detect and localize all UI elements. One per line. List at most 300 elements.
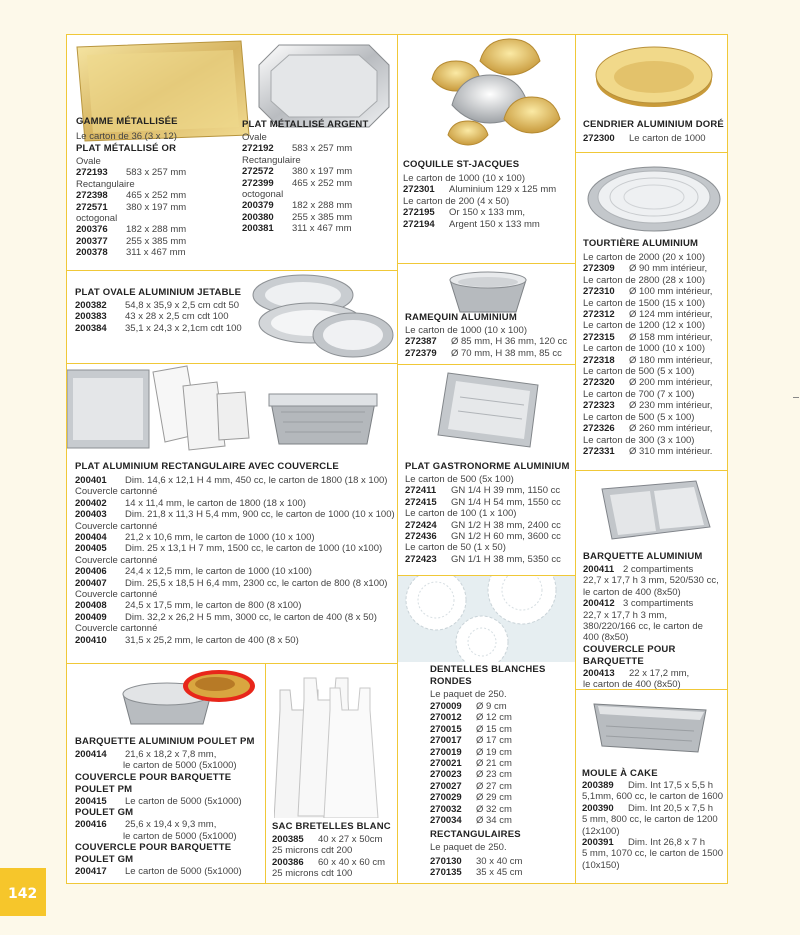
product-desc: Ø 158 mm intérieur, bbox=[629, 331, 713, 343]
product-code: 200417 bbox=[75, 866, 107, 878]
product-desc: GN 1/4 H 39 mm, 1150 cc bbox=[451, 485, 561, 497]
product-row bbox=[582, 780, 723, 791]
product-code: 272399 bbox=[242, 177, 274, 189]
product-desc: 24,5 x 17,5 mm, le carton de 800 (8 x100) bbox=[125, 600, 302, 612]
product-code: 200382 bbox=[75, 300, 107, 311]
product-desc: Dim. Int 20,5 x 7,5 h bbox=[628, 802, 714, 814]
product-code: 272194 bbox=[403, 218, 435, 230]
product-desc: Ø 260 mm intérieur, bbox=[629, 423, 713, 435]
product-row bbox=[76, 236, 186, 247]
product-code: 200379 bbox=[242, 200, 274, 212]
product-code: 272320 bbox=[583, 377, 615, 389]
rect-couvercle-title: PLAT ALUMINIUM RECTANGULAIRE AVEC COUVERCLE bbox=[75, 461, 339, 472]
product-desc-line: le carton de 5000 (5x1000) bbox=[123, 830, 237, 842]
product-row bbox=[583, 598, 727, 609]
product-desc: Ø 32 cm bbox=[476, 803, 512, 815]
couvercle-barquette-title: COUVERCLE POUR BARQUETTE bbox=[583, 643, 676, 667]
product-code: 272379 bbox=[405, 347, 437, 359]
product-desc: 255 x 385 mm bbox=[126, 235, 187, 247]
product-code: 270130 bbox=[430, 856, 462, 867]
product-desc: Ø 34 cm bbox=[476, 815, 512, 827]
product-row bbox=[242, 223, 352, 234]
product-code: 200412 bbox=[583, 598, 615, 610]
product-desc: Ø 15 cm bbox=[476, 723, 512, 735]
carton-line: Le carton de 700 (7 x 100) bbox=[583, 388, 695, 400]
product-row bbox=[75, 323, 242, 334]
product-row bbox=[583, 286, 712, 297]
product-desc-line: 22,7 x 17,7 h 3 mm, bbox=[583, 609, 667, 621]
product-desc-line: 380/220/166 cc, le carton de bbox=[583, 621, 703, 633]
product-desc: 583 x 257 mm bbox=[292, 143, 353, 155]
gastronorme-cell bbox=[398, 365, 575, 575]
product-desc: 54,8 x 35,9 x 2,5 cm cdt 50 bbox=[125, 300, 240, 311]
product-code: 200415 bbox=[75, 795, 107, 807]
product-desc-line: 5 mm, 1070 cc, le carton de 1500 bbox=[582, 848, 723, 860]
product-code: 200406 bbox=[75, 566, 107, 578]
ramequin-carton: Le carton de 1000 (10 x 100) bbox=[405, 325, 528, 336]
product-code: 272309 bbox=[583, 263, 615, 275]
cendrier-cell bbox=[576, 35, 727, 152]
product-desc: 30 x 40 cm bbox=[476, 856, 523, 867]
couvercle-gm-title-2: POULET GM bbox=[75, 854, 134, 866]
product-code: 272310 bbox=[583, 286, 615, 298]
product-desc: 35 x 45 cm bbox=[476, 867, 523, 879]
product-row bbox=[76, 202, 186, 213]
product-row bbox=[75, 749, 242, 760]
carton-line: Couvercle cartonné bbox=[75, 554, 158, 566]
doilies-photo bbox=[398, 576, 575, 662]
dentelles-rect-list bbox=[430, 856, 522, 879]
product-row bbox=[75, 600, 395, 611]
product-desc: Dim. 21,8 x 11,3 H 5,4 mm, 900 cc, le carton de 1000 (10 x 100) bbox=[125, 509, 395, 521]
product-desc-line: (12x100) bbox=[582, 825, 620, 837]
silver-octagonal-tray-photo bbox=[257, 41, 392, 131]
product-code: 200410 bbox=[75, 634, 107, 646]
product-desc: Dim. 14,6 x 12,1 H 4 mm, 450 cc, le carton de 1800 (18 x 100) bbox=[125, 475, 388, 486]
dentelles-cell bbox=[398, 576, 575, 883]
product-row bbox=[583, 332, 712, 343]
product-code: 272192 bbox=[242, 143, 274, 155]
product-code: 200386 bbox=[272, 856, 304, 868]
coquille-carton-1: Le carton de 1000 (10 x 100) bbox=[403, 173, 526, 184]
product-row bbox=[242, 178, 352, 189]
product-row bbox=[430, 712, 512, 723]
product-row bbox=[272, 834, 385, 845]
rect-couvercle-list bbox=[75, 475, 395, 646]
product-row bbox=[583, 564, 727, 575]
product-row bbox=[583, 446, 712, 457]
product-code: 272572 bbox=[242, 166, 274, 178]
product-code: 272411 bbox=[405, 485, 437, 497]
bags-photo bbox=[274, 670, 384, 818]
product-desc: Dim. 25,5 x 18,5 H 6,4 mm, 2300 cc, le carton de 800 (8 x100) bbox=[125, 577, 388, 589]
product-row bbox=[583, 668, 727, 679]
dentelles-rondes-list bbox=[430, 701, 512, 826]
shell-photo bbox=[428, 35, 568, 153]
rect-container-photo bbox=[267, 388, 379, 450]
product-row bbox=[75, 612, 395, 623]
product-desc: 583 x 257 mm bbox=[126, 167, 187, 179]
product-row bbox=[75, 578, 395, 589]
product-code: 270012 bbox=[430, 712, 462, 724]
product-row bbox=[430, 747, 512, 758]
carton-line: Le carton de 500 (5x 100) bbox=[405, 474, 514, 485]
product-desc: 182 x 288 mm bbox=[292, 200, 353, 212]
sac-title: SAC BRETELLES BLANC bbox=[272, 821, 391, 832]
product-code: 272300 bbox=[583, 133, 615, 144]
carton-line: Le carton de 300 (3 x 100) bbox=[583, 434, 695, 446]
product-row bbox=[430, 701, 512, 712]
product-row bbox=[403, 207, 556, 218]
product-row bbox=[583, 309, 712, 320]
product-row bbox=[583, 355, 712, 366]
product-row bbox=[405, 497, 561, 508]
carton-line: Le carton de 1200 (12 x 100) bbox=[583, 320, 706, 332]
gamme-metallisee-cell bbox=[67, 35, 397, 270]
product-desc: 311 x 467 mm bbox=[292, 223, 352, 235]
product-desc: Dim. 32,2 x 26,2 H 5 mm, 3000 cc, le carton de 400 (8 x 50) bbox=[125, 611, 377, 623]
product-code: 270021 bbox=[430, 758, 462, 770]
plat-ovale-cell bbox=[67, 271, 397, 363]
product-row bbox=[75, 532, 395, 543]
carton-line: Couvercle cartonné bbox=[75, 623, 158, 635]
product-code: 272193 bbox=[76, 167, 108, 179]
product-code: 200408 bbox=[75, 600, 107, 612]
product-desc: Ø 180 mm intérieur, bbox=[629, 354, 713, 366]
product-desc: Le carton de 1000 bbox=[629, 133, 706, 144]
product-desc-line: 400 (8x50) bbox=[583, 632, 629, 644]
barquette-alu-title: BARQUETTE ALUMINIUM bbox=[583, 551, 703, 562]
product-desc: 21,6 x 18,2 x 7,8 mm, bbox=[125, 749, 217, 760]
product-code: 272398 bbox=[76, 190, 108, 202]
dentelles-paquet-1: Le paquet de 250. bbox=[430, 689, 507, 700]
product-desc: 380 x 197 mm bbox=[126, 201, 187, 213]
dentelles-title-2: RONDES bbox=[430, 676, 472, 687]
product-desc: GN 1/2 H 38 mm, 2400 cc bbox=[451, 519, 561, 531]
product-desc: Ø 23 cm bbox=[476, 769, 512, 781]
product-row bbox=[75, 566, 395, 577]
product-desc: Ø 310 mm intérieur. bbox=[629, 445, 713, 457]
product-desc: Ø 100 mm intérieur, bbox=[629, 286, 713, 298]
product-row bbox=[430, 781, 512, 792]
product-desc: Ø 29 cm bbox=[476, 792, 512, 804]
compartment-tray-photo bbox=[596, 477, 714, 545]
edge-mark bbox=[793, 397, 799, 398]
product-code: 200413 bbox=[583, 667, 615, 679]
product-code: 200404 bbox=[75, 532, 107, 544]
product-code: 200377 bbox=[76, 235, 108, 247]
product-row bbox=[430, 758, 512, 769]
dentelles-title-1: DENTELLES BLANCHES bbox=[430, 664, 546, 675]
product-desc: 2 compartiments bbox=[623, 564, 694, 575]
product-code: 272318 bbox=[583, 354, 615, 366]
product-desc: 31,5 x 25,2 mm, le carton de 400 (8 x 50) bbox=[125, 634, 299, 646]
label-oct: octogonal bbox=[242, 189, 284, 201]
product-code: 272315 bbox=[583, 331, 615, 343]
dentelles-paquet-2: Le paquet de 250. bbox=[430, 842, 507, 853]
product-code: 200390 bbox=[582, 802, 614, 814]
product-desc-line: 25 microns cdt 200 bbox=[272, 845, 353, 857]
product-code: 270015 bbox=[430, 723, 462, 735]
label-rect: Rectangulaire bbox=[242, 154, 301, 166]
product-row bbox=[430, 856, 522, 867]
product-row bbox=[430, 804, 512, 815]
product-row bbox=[430, 792, 512, 803]
product-desc: Ø 21 cm bbox=[476, 758, 512, 770]
product-code: 200389 bbox=[582, 780, 614, 791]
ashtray-photo bbox=[592, 43, 716, 111]
ovale-jetable-title: PLAT OVALE ALUMINIUM JETABLE bbox=[75, 287, 242, 298]
product-code: 272323 bbox=[583, 400, 615, 412]
product-desc: Dim. Int 17,5 x 5,5 h bbox=[628, 780, 714, 791]
product-code: 270027 bbox=[430, 780, 462, 792]
product-row bbox=[582, 837, 723, 848]
product-code: 200416 bbox=[75, 819, 107, 831]
product-desc: 182 x 288 mm bbox=[126, 224, 187, 236]
product-desc-line: 5 mm, 800 cc, le carton de 1200 bbox=[582, 814, 718, 826]
product-desc: 311 x 467 mm bbox=[126, 247, 186, 259]
product-row bbox=[242, 200, 352, 211]
product-row bbox=[430, 769, 512, 780]
product-desc: Dim. 25 x 13,1 H 7 mm, 1500 cc, le carton de 1000 (10 x100) bbox=[125, 543, 383, 555]
container-lids-photo bbox=[67, 364, 257, 452]
product-desc: Le carton de 5000 (5x1000) bbox=[125, 795, 242, 807]
product-row bbox=[75, 311, 242, 322]
cendrier-title: CENDRIER ALUMINIUM DORÉ bbox=[583, 119, 724, 130]
product-code: 200384 bbox=[75, 322, 107, 334]
product-row bbox=[242, 166, 352, 177]
carton-line: Le carton de 1000 (10 x 100) bbox=[583, 343, 706, 355]
carton-line: Couvercle cartonné bbox=[75, 486, 158, 498]
sac-cell bbox=[266, 664, 397, 883]
product-desc: Ø 200 mm intérieur, bbox=[629, 377, 713, 389]
product-desc: 3 compartiments bbox=[623, 598, 694, 610]
product-desc: 380 x 197 mm bbox=[292, 166, 353, 178]
product-desc: 40 x 27 x 50cm bbox=[318, 834, 383, 845]
product-row bbox=[405, 336, 567, 347]
product-desc: Ø 90 mm intérieur, bbox=[629, 263, 708, 275]
product-desc: Dim. Int 26,8 x 7 h bbox=[628, 837, 706, 849]
product-row bbox=[76, 190, 186, 201]
product-desc: Ø 12 cm bbox=[476, 712, 512, 724]
couvercle-gm-title-1: COUVERCLE POUR BARQUETTE bbox=[75, 842, 232, 854]
carton-line: Le carton de 500 (5 x 100) bbox=[583, 411, 695, 423]
gamme-carton: Le carton de 36 (3 x 12) bbox=[76, 131, 177, 142]
product-desc: Ø 85 mm, H 36 mm, 120 cc bbox=[451, 336, 568, 348]
plat-or-title: PLAT MÉTALLISÉ OR bbox=[76, 143, 177, 154]
carton-line: Le carton de 50 (1 x 50) bbox=[405, 542, 506, 554]
product-code: 200401 bbox=[75, 475, 107, 486]
product-desc: 255 x 385 mm bbox=[292, 211, 353, 223]
product-desc: Ø 19 cm bbox=[476, 746, 512, 758]
product-code: 200403 bbox=[75, 509, 107, 521]
product-code: 200385 bbox=[272, 834, 304, 845]
page-number: 142 bbox=[8, 886, 38, 902]
product-row bbox=[75, 796, 242, 807]
rect-couvercle-cell bbox=[67, 364, 397, 663]
product-code: 200411 bbox=[583, 564, 615, 575]
product-desc: 22 x 17,2 mm, bbox=[629, 667, 690, 679]
product-row bbox=[430, 735, 512, 746]
product-code: 272326 bbox=[583, 423, 615, 435]
product-desc: GN 1/1 H 38 mm, 5350 cc bbox=[451, 553, 561, 565]
product-code: 200414 bbox=[75, 749, 107, 760]
barquette-alu-cell bbox=[576, 471, 727, 689]
product-row bbox=[405, 531, 561, 542]
product-code: 270017 bbox=[430, 735, 462, 747]
product-desc: 24,4 x 12,5 mm, le carton de 1000 (10 x100) bbox=[125, 566, 312, 578]
product-desc-line: 22,7 x 17,7 h 3 mm, 520/530 cc, bbox=[583, 575, 719, 587]
product-code: 200383 bbox=[75, 311, 107, 323]
product-desc: Ø 124 mm intérieur, bbox=[629, 309, 713, 321]
product-desc: Le carton de 5000 (5x1000) bbox=[125, 866, 242, 878]
product-desc: Aluminium 129 x 125 mm bbox=[449, 184, 557, 196]
poulet-title: BARQUETTE ALUMINIUM POULET PM bbox=[75, 736, 255, 747]
coquille-title: COQUILLE ST-JACQUES bbox=[403, 159, 520, 170]
product-row bbox=[75, 498, 395, 509]
product-code: 272331 bbox=[583, 445, 615, 457]
product-desc: Ø 9 cm bbox=[476, 701, 507, 712]
gastronorme-title: PLAT GASTRONORME ALUMINIUM bbox=[405, 461, 570, 472]
pie-dish-photo bbox=[584, 157, 724, 235]
product-code: 270029 bbox=[430, 792, 462, 804]
product-row bbox=[582, 803, 723, 814]
ramekin-photo bbox=[446, 270, 530, 318]
tourtiere-list bbox=[583, 252, 712, 457]
product-desc: Ø 17 cm bbox=[476, 735, 512, 747]
product-row bbox=[583, 400, 712, 411]
product-code: 200378 bbox=[76, 247, 108, 259]
product-row bbox=[75, 509, 395, 520]
product-row bbox=[583, 133, 706, 144]
carton-line: Le carton de 1500 (15 x 100) bbox=[583, 297, 706, 309]
label-ovale: Ovale bbox=[76, 156, 101, 167]
product-row bbox=[242, 212, 352, 223]
product-row bbox=[430, 867, 522, 878]
product-row bbox=[583, 263, 712, 274]
product-row bbox=[75, 819, 242, 830]
poulet-cell bbox=[67, 664, 265, 883]
product-code: 272424 bbox=[405, 519, 437, 531]
coquille-carton-2: Le carton de 200 (4 x 50) bbox=[403, 195, 510, 207]
product-code: 272301 bbox=[403, 184, 435, 196]
product-row bbox=[403, 219, 556, 230]
carton-line: Couvercle cartonné bbox=[75, 589, 158, 601]
ramequin-cell bbox=[398, 264, 575, 364]
product-code: 272436 bbox=[405, 531, 437, 543]
product-code: 272195 bbox=[403, 207, 435, 219]
product-desc: Ø 230 mm intérieur, bbox=[629, 400, 713, 412]
product-desc: 14 x 11,4 mm, le carton de 1800 (18 x 100) bbox=[125, 497, 306, 509]
carton-line: Le carton de 2800 (28 x 100) bbox=[583, 274, 706, 286]
product-code: 272423 bbox=[405, 553, 437, 565]
product-row bbox=[76, 247, 186, 258]
product-code: 272312 bbox=[583, 309, 615, 321]
product-row bbox=[75, 300, 242, 311]
product-code: 270032 bbox=[430, 803, 462, 815]
product-code: 200407 bbox=[75, 577, 107, 589]
moule-title: MOULE À CAKE bbox=[582, 768, 658, 779]
product-desc: 35,1 x 24,3 x 2,1cm cdt 100 bbox=[125, 322, 242, 334]
product-desc: 25,6 x 19,4 x 9,3 mm, bbox=[125, 819, 217, 831]
product-row bbox=[75, 475, 395, 486]
product-code: 270009 bbox=[430, 701, 462, 712]
product-row bbox=[76, 167, 186, 178]
product-row bbox=[76, 224, 186, 235]
product-row bbox=[403, 184, 556, 195]
product-desc-line: 5,1mm, 600 cc, le carton de 1600 bbox=[582, 791, 723, 803]
label-rect: Rectangulaire bbox=[76, 178, 135, 190]
product-code: 200409 bbox=[75, 611, 107, 623]
product-desc: Ø 70 mm, H 38 mm, 85 cc bbox=[451, 347, 562, 359]
carton-line: Le carton de 2000 (20 x 100) bbox=[583, 252, 706, 263]
product-desc: Argent 150 x 133 mm bbox=[449, 218, 540, 230]
product-desc: 21,2 x 10,6 mm, le carton de 1000 (10 x 100) bbox=[125, 532, 315, 544]
tourtiere-title: TOURTIÈRE ALUMINIUM bbox=[583, 238, 699, 249]
product-row bbox=[242, 143, 352, 154]
gamme-title: GAMME MÉTALLISÉE bbox=[76, 116, 178, 127]
product-desc-line: (10x150) bbox=[582, 859, 620, 871]
product-code: 200380 bbox=[242, 211, 274, 223]
couvercle-pm-title-1: COUVERCLE POUR BARQUETTE bbox=[75, 771, 232, 783]
moule-cell bbox=[576, 690, 727, 883]
product-desc: 60 x 40 x 60 cm bbox=[318, 856, 386, 868]
product-code: 272571 bbox=[76, 201, 108, 213]
product-desc: 465 x 252 mm bbox=[126, 190, 187, 202]
oval-tray-photo bbox=[245, 271, 395, 363]
product-desc: GN 1/4 H 54 mm, 1550 cc bbox=[451, 496, 561, 508]
product-code: 200376 bbox=[76, 224, 108, 236]
gastronorme-tray-photo bbox=[434, 367, 546, 451]
product-row bbox=[75, 635, 395, 646]
cake-mold-photo bbox=[588, 696, 714, 758]
page-number-tab bbox=[0, 868, 46, 916]
grid-line bbox=[727, 34, 728, 884]
product-code: 270019 bbox=[430, 746, 462, 758]
product-desc: GN 1/2 H 60 mm, 3600 cc bbox=[451, 531, 561, 543]
product-row bbox=[405, 485, 561, 496]
product-row bbox=[272, 857, 385, 868]
product-code: 272415 bbox=[405, 496, 437, 508]
carton-line: Couvercle cartonné bbox=[75, 520, 158, 532]
product-desc-line: le carton de 5000 (5x1000) bbox=[123, 760, 237, 772]
product-code: 270135 bbox=[430, 867, 462, 879]
product-row bbox=[430, 724, 512, 735]
coquille-cell bbox=[398, 35, 575, 263]
couvercle-pm-title-2: POULET PM bbox=[75, 783, 133, 795]
product-code: 200391 bbox=[582, 837, 614, 849]
product-row bbox=[405, 554, 561, 565]
product-desc-line: le carton de 400 (8x50) bbox=[583, 586, 681, 598]
product-code: 200381 bbox=[242, 223, 274, 235]
product-code: 200405 bbox=[75, 543, 107, 555]
ramequin-title: RAMEQUIN ALUMINIUM bbox=[405, 312, 517, 323]
product-desc: Or 150 x 133 mm, bbox=[449, 207, 526, 219]
product-desc-line: le carton de 400 (8x50) bbox=[583, 679, 681, 689]
carton-line: Le carton de 500 (5 x 100) bbox=[583, 366, 695, 378]
product-row bbox=[75, 543, 395, 554]
product-row bbox=[405, 520, 561, 531]
product-desc: 43 x 28 x 2,5 cm cdt 100 bbox=[125, 311, 229, 323]
product-row bbox=[583, 423, 712, 434]
dentelles-title-3: RECTANGULAIRES bbox=[430, 829, 521, 840]
product-code: 270023 bbox=[430, 769, 462, 781]
product-code: 200402 bbox=[75, 497, 107, 509]
plat-argent-title: PLAT MÉTALLISÉ ARGENT bbox=[242, 119, 369, 130]
label-ovale: Ovale bbox=[242, 132, 267, 143]
product-desc-line: 25 microns cdt 100 bbox=[272, 868, 353, 880]
chicken-tray-photo bbox=[117, 666, 257, 732]
